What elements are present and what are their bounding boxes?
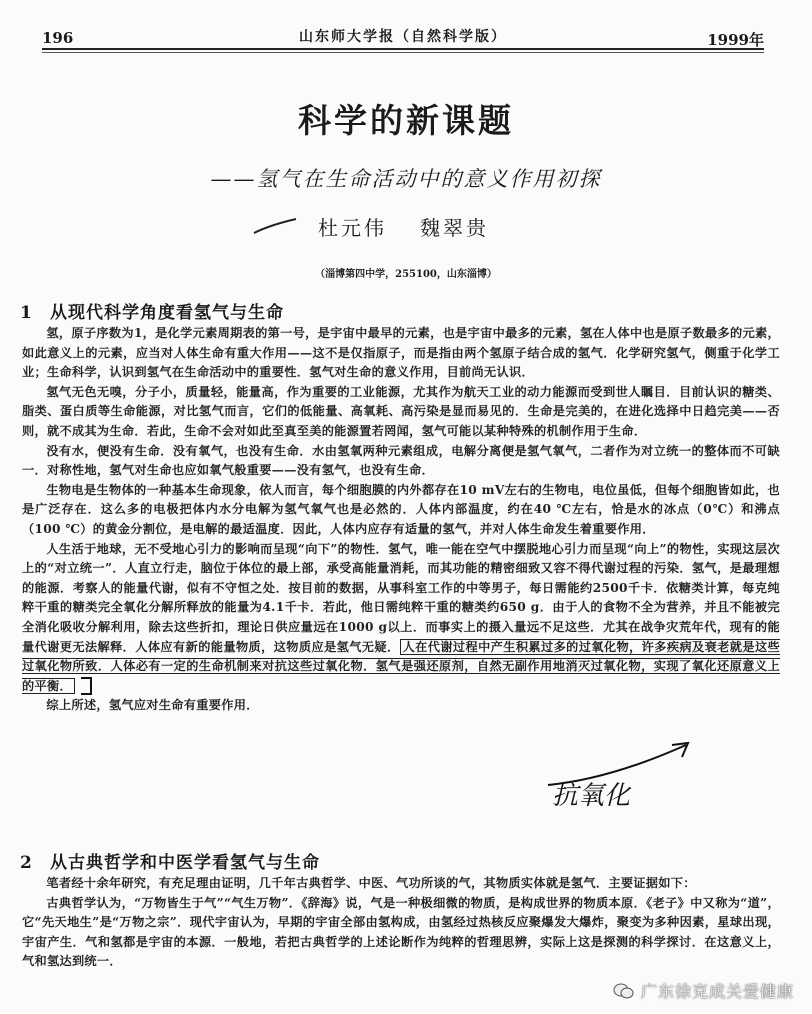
header-rule-thin — [42, 52, 764, 53]
paragraph: 古典哲学认为，“万物皆生于气”“气生万物”．《辞海》说，气是一种极细微的物质，是构成世界的物质本原．《老子》中又称为“道”，它“先天地生”是“万物之宗”．现代宇宙认为，早期的宇宙全部由氢构成，由氢经过热核反应聚爆发大爆炸，聚变为多种因素，星球出现，宇宙产生．气和氢都是宇宙的本源．一般地，若把古典哲学的上述论断作为纯粹的哲理思辨，实际上这是探测的科学探讨．在这意义上，气和氢达到统一． — [22, 895, 780, 969]
paragraph: 氢气无色无嗅，分子小，质量轻，能量高，作为重要的工业能源，尤其作为航天工业的动力能源而受到世人瞩目．目前认识的糖类、脂类、蛋白质等生命能源，对比氢气而言，它们的低能量、高氧耗、高污染是显而易见的．生命是完美的，在进化选择中日趋完美——否则，就不成其为生命．若此，生命不会对如此至真至美的能源置若罔闻，氢气可能以某种特殊的机制作用于生命． — [22, 384, 780, 438]
paragraph: 没有水，便没有生命．没有氧气，也没有生命．水由氢氧两种元素组成，电解分离便是氢气氧气，二者作为对立统一的整体而不可缺一．对称性地，氢气对生命也应如氧气般重要——没有氢气，也没有生命． — [22, 443, 780, 478]
running-header — [42, 26, 764, 48]
paragraph-text: 人生活于地球，无不受地心引力的影响而呈现“向下”的物性．氢气，唯一能在空气中摆脱地心引力而呈现“向上”的物性，实现这层次上的“对立统一”．人直立行走，脑位于体位的最上部，承受高能量消耗，而其功能的精密细致又容不得代谢过程的污染．氢气，是最理想的能源．考察人的能量代谢，似有不守恒之处．按目前的数据，从事科室工作的中等男子，每日需能约2500千卡．依糖类计算，每克纯粹干重的糖类完全氧化分解所释放的能量为4.1千卡．若此，他日需纯粹干重的糖类约650 g．由于人的食物不全为营养，并且不能被完全消化吸收分解利用，除去这些折扣，理论日供应量远在1000 g以上．而事实上的摄入量远不足这些．尤其在战争灾荒年代，现有的能量代谢更无法解释．人体应有新的能量物质，这物质应是氢气无疑． — [22, 541, 780, 654]
paper-title: 科学的新课题 — [298, 101, 514, 140]
author-line — [0, 212, 812, 242]
journal-name: 山东师大学报（自然科学版） — [299, 29, 507, 45]
section-title: 从古典哲学和中医学看氢气与生命 — [50, 853, 320, 873]
section-heading-2 — [20, 848, 320, 873]
header-rule — [42, 48, 764, 50]
section-number: 2 — [20, 853, 33, 873]
section-2-body — [22, 874, 780, 972]
paragraph — [22, 540, 780, 697]
bracket-mark — [81, 677, 92, 695]
paragraph: 生物电是生物体的一种基本生命现象，依人而言，每个细胞膜的内外都存在10 mV左右的生物电，电位虽低，但每个细胞皆如此，也是广泛存在．这么多的电极把体内水分电解为氢气氧气也是必然的．人体内部温度，约在40 ℃左右，恰是水的冰点（0℃）和沸点（100 ℃）的黄金分割位，是电解的最适温度．因此，人体内应存有适量的氢气，并对人体生命发生着重要作用． — [22, 482, 780, 536]
page-number: 196 — [42, 29, 74, 47]
summary-paragraph: 综上所述，氢气应对生命有重要作用． — [46, 698, 259, 713]
handwritten-note: 抗氧化 — [552, 781, 631, 811]
affiliation: （淄博第四中学，255100，山东淄博） — [315, 269, 497, 280]
author-1: 杜元伟 — [318, 216, 387, 240]
section-1-body — [22, 324, 780, 716]
section-heading-1 — [20, 298, 284, 323]
section-number: 1 — [20, 303, 33, 323]
watermark — [613, 979, 794, 1002]
paragraph: 氢，原子序数为1，是化学元素周期表的第一号，是宇宙中最早的元素，也是宇宙中最多的元素，氢在人体中也是原子数最多的元素，如此意义上的元素，应当对人体生命有重大作用——这不是仅指原子，而是指由两个氢原子结合成的氢气．化学研究氢气，侧重于化学工业；生命科学，认识到氢气在生命活动中的重要性．氢气对生命的意义作用，目前尚无认识． — [22, 326, 780, 380]
paper-subtitle: ——氢气在生命活动中的意义作用初探 — [210, 167, 602, 191]
paragraph: 笔者经十余年研究，有充足理由证明，几千年古典哲学、中医、气功所谈的气，其物质实体就是氢气．主要证据如下： — [46, 876, 696, 890]
year: 1999年 — [707, 31, 764, 49]
boxed-annotation: 人在代谢过程中产生积累过多的过氧化物，许多疾病及衰老就是这些过氧化物所致．人体必有一定的生命机制来对抗这些过氧化物．氢气是强还原剂，自然无副作用地消灭过氧化物，实现了氧化还原意义上的平衡． — [22, 639, 781, 693]
watermark-text: 广东徐克成关爱健康 — [640, 982, 794, 1001]
wechat-icon — [613, 982, 635, 1000]
section-title: 从现代科学角度看氢气与生命 — [50, 303, 284, 323]
author-2: 魏翠贵 — [420, 216, 489, 240]
